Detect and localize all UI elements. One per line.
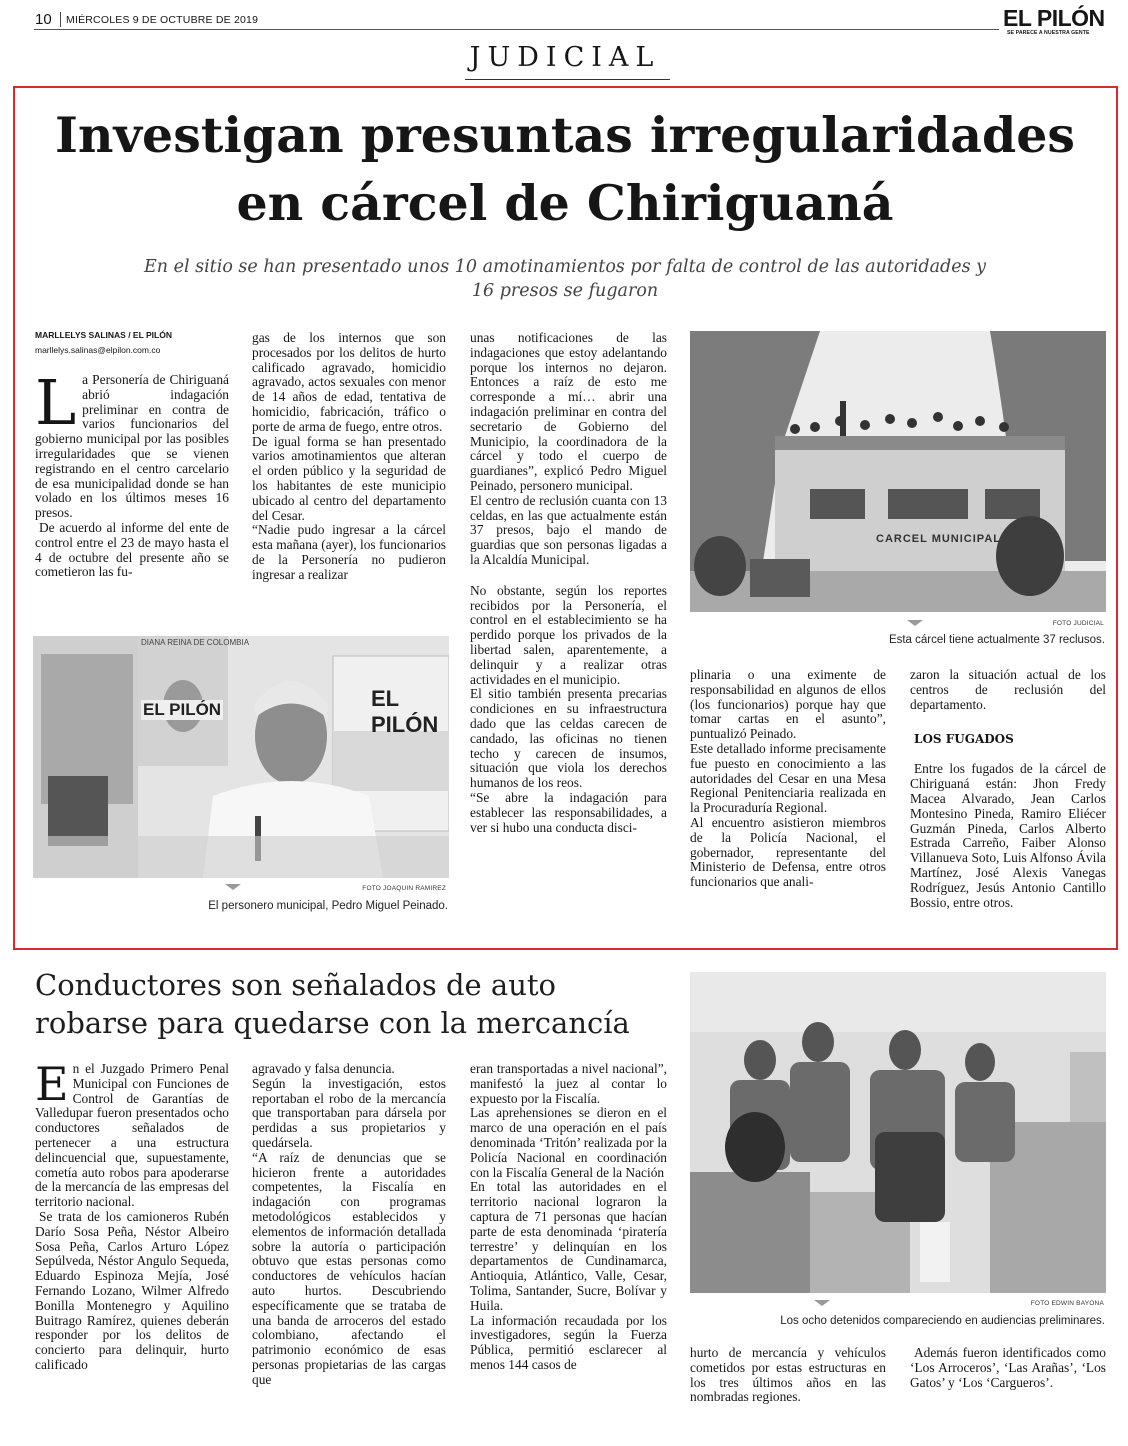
drop-cap-e: E (35, 1057, 69, 1111)
article1-column-5 (910, 668, 1106, 910)
caption-marker-3 (814, 1300, 830, 1306)
article2-intro-paragraph: n el Juzgado Primero Penal Municipal con Funciones de Control de Garantías de Valledupar fueron presentados ocho conductores señalados de pertenecer a una estructura delincuencial que, supuestamente, cometía auto robos para apoderarse de la mercancía de las empresas del territorio nacional. (35, 1061, 229, 1210)
article2-column-3 (470, 1062, 667, 1373)
article1-column-4-text: plinaria o una eximente de responsabilidad en algunos de ellos (los funcionarios) porque hay que tomar cartas en el asunto”, puntualizó Peinado. Este detallado informe precisamente fue puesto en conocimiento a las autoridades del Cesar en una Mesa Regional Penitenciaria realizada en la Procuraduría Regional. Al encuentro asistieron miembros de la Policía Nacional, el gobernador, representante del Ministerio de Defensa, entre otros funcionarios que anali- (690, 667, 886, 890)
article2-column-2-text: agravado y falsa denuncia. Según la investigación, estos reportaban el robo de la mercancía que transportaban para dársela por perdidas a sus propietarios y quedársela. “A raíz de denuncias que se hicieron frente a autoridades competentes, la Fiscalía en indagación con programas metodológicos establecidos y elementos de información detallada sobre la autoría o participación obtuvo que estas personas como conductores de vehículos hacían auto hurtos. Descubriendo específicamente que se trataba de una banda de arroceros del estado colombiano, afectando el patrimonio económico de esas personas propietarias de las cargas que (252, 1061, 446, 1387)
header-rule (34, 29, 999, 30)
article1-paragraph-2: De acuerdo al informe del ente de control entre el 23 de mayo hasta el 4 de octubre del presente año se cometieron las fu- (35, 519, 229, 580)
page-number: 10 (35, 11, 52, 28)
article1-column-2-text: gas de los internos que son procesados por los delitos de hurto calificado agravado, homicidio agravado, actos sexuales con menor de 14 años de edad, tentativa de homicidio, fabricación, tráfico o porte de arma de fuego, entre otros. De igual forma se han presentado varios amotinamientos que alteran el orden público y la seguridad de los habitantes de este municipio ubicado al centro del departamento del Cesar. “Nadie pudo ingresar a la cárcel esta mañana (ayer), los funcionarios de la Personería no pudieron ingresar a realizar (252, 330, 446, 582)
article1-headline (20, 101, 1110, 237)
article1-column-2 (252, 331, 446, 583)
subhead-los-fugados: LOS FUGADOS (914, 732, 1014, 747)
personero-photo (33, 636, 449, 878)
article1-column-3-text-a: unas notificaciones de las indagaciones que estoy adelantando porque los internos no dejaron. Entonces a raíz de esto me corresponde a mí… abrir una indagación preliminar en contra del secretario de Gobierno del Municipio, la coordinadora de la cárcel y todo el cuerpo de guardianes”, explicó Pedro Miguel Peinado, personero municipal. El centro de reclusión cuanta con 13 celdas, en las que actualmente están 37 presos, bajo el mando de guardias que son personas ligadas a la Alcaldía Municipal. (470, 330, 667, 567)
section-title: JUDICIAL (469, 42, 661, 73)
article2-column-1 (35, 1057, 229, 1373)
header-divider (60, 12, 61, 27)
article2-headline-line-2: robarse para quedarse con la mercancía (35, 1006, 630, 1040)
section-underline (465, 79, 670, 80)
caption-marker-2 (907, 620, 923, 626)
photo-caption: El personero municipal, Pedro Miguel Peinado. (208, 900, 448, 912)
issue-date: MIÉRCOLES 9 DE OCTUBRE DE 2019 (66, 14, 259, 26)
personero-photo-graphic (33, 636, 449, 878)
author-email[interactable]: marllelys.salinas@elpilon.com.co (35, 345, 161, 355)
subtitle-line-2: 16 presos se fugaron (471, 281, 659, 301)
article1-column-5-text-b: Entre los fugados de la cárcel de Chiriguaná están: Jhon Fredy Macea Alvarado, Jean Carlos Montesino Pineda, Ramiro Eliécer Guzmán Pineda, Carlos Alberto Estrada Carreño, Faiber Alonso Villanueva Soto, Luis Alfonso Ávila Martínez, José Alexis Vanegas Rodríguez, Jesús Antonio Cantillo Bossio, entre otros. (910, 761, 1106, 910)
article2-column-4-text: hurto de mercancía y vehículos cometidos por estas estructuras en los tres últimos años en las nombradas regiones. (690, 1345, 886, 1405)
photo-caption-2: Esta cárcel tiene actualmente 37 reclusos. (888, 634, 1105, 646)
headline-line-1: Investigan presuntas irregularidades (55, 106, 1075, 164)
article2-paragraph-2: Se trata de los camioneros Rubén Darío Sosa Peña, Néstor Albeiro Sosa Peña, Carlos Arturo López Sepúlveda, Néstor Angulo Sequeda, Eduardo Espinoza Mejía, José Fernando Lozano, Wilmer Alfredo Bonilla Montenegro y Aquilino Buitrago Ramírez, quienes deberán responder por los delitos de concierto para delinquir, hurto calificado (35, 1208, 229, 1372)
photo-newspaper-topline: DIANA REINA DE COLOMBIA (141, 638, 250, 647)
photo-newspaper-masthead: EL PILÓN (371, 686, 439, 737)
drop-cap-l: L (35, 366, 77, 439)
article2-headline (35, 966, 685, 1042)
article1-subtitle (40, 255, 1090, 303)
article1-column-4 (690, 668, 886, 890)
logo-tagline: SE PARECE A NUESTRA GENTE (1007, 30, 1090, 36)
photo-newspaper-masthead-small: EL PILÓN (143, 700, 222, 719)
article1-column-5-text: zaron la situación actual de los centros de reclusión del departamento. (910, 667, 1106, 712)
prison-photo (690, 331, 1106, 612)
headline-line-2: en cárcel de Chiriguaná (236, 174, 894, 232)
article1-column-3 (470, 331, 667, 835)
subtitle-line-1: En el sitio se han presentado unos 10 amotinamientos por falta de control de las autoridades y (143, 257, 987, 277)
article2-column-5 (910, 1346, 1106, 1390)
article2-headline-line-1: Conductores son señalados de auto (35, 968, 557, 1002)
detainees-photo (690, 972, 1106, 1293)
article1-column-3-text-b: No obstante, según los reportes recibidos por la Personería, el control en el establecimiento se ha perdido porque los privados de la libertad salen, aparentemente, a delinquir y a realizar otras actividades en el municipio. El sitio también presenta precarias condiciones en su infraestructura dado que las celdas carecen de candado, las oficinas no tienen techo y carecen de insumos, situación que viola los derechos humanos de los reos. “Se abre la indagación para establecer las responsabilidades, a ver si hubo una conducta disci- (470, 582, 667, 835)
newspaper-logo: EL PILÓN (1003, 5, 1105, 31)
article1-column-1 (35, 366, 229, 580)
detainees-photo-graphic (690, 972, 1106, 1293)
article1-intro-paragraph: a Personería de Chiriguaná abrió indagación preliminar en contra de varios funcionarios del gobierno municipal por las posibles irregularidades que se vienen registrando en el centro carcelario de esa municipalidad donde se han volado en los últimos meses 16 presos. (35, 372, 229, 521)
prison-sign: CARCEL MUNICIPAL (876, 533, 1001, 545)
article2-column-5-text: Además fueron identificados como ‘Los Arroceros’, ‘Las Arañas’, ‘Los Gatos’ y ‘Los ‘Cargueros’. (910, 1345, 1106, 1390)
prison-photo-graphic (690, 331, 1106, 612)
photo-credit-2: FOTO JUDICIAL (1052, 620, 1104, 627)
photo-credit-3: FOTO EDWIN BAYONA (1030, 1300, 1104, 1307)
photo-caption-3: Los ocho detenidos compareciendo en audiencias preliminares. (780, 1315, 1105, 1327)
photo-credit: FOTO JOAQUIN RAMIREZ (362, 885, 446, 892)
article2-column-3-text: eran transportadas a nivel nacional”, manifestó la juez al contar lo expuesto por la Fiscalía. Las aprehensiones se dieron en el marco de una operación en el país denominada ‘Tritón’ realizada por la Policía Nacional en coordinación con la Fiscalía General de la Nación En total las autoridades en el territorio nacional lograron la captura de 71 personas que hacían parte de esta denominada ‘piratería terrestre’ y delinquían en los departamentos de Cundinamarca, Antioquia, Atlántico, Valle, Cesar, Tolima, Santander, Sucre, Bolívar y Huila. La información recaudada por los investigadores, según la Fuerza Pública, permitió esclarecer al menos 144 casos de (470, 1061, 667, 1372)
article2-column-4 (690, 1346, 886, 1405)
caption-marker (225, 884, 241, 890)
byline: MARLLELYS SALINAS / EL PILÓN (35, 330, 172, 340)
article2-column-2 (252, 1062, 446, 1388)
